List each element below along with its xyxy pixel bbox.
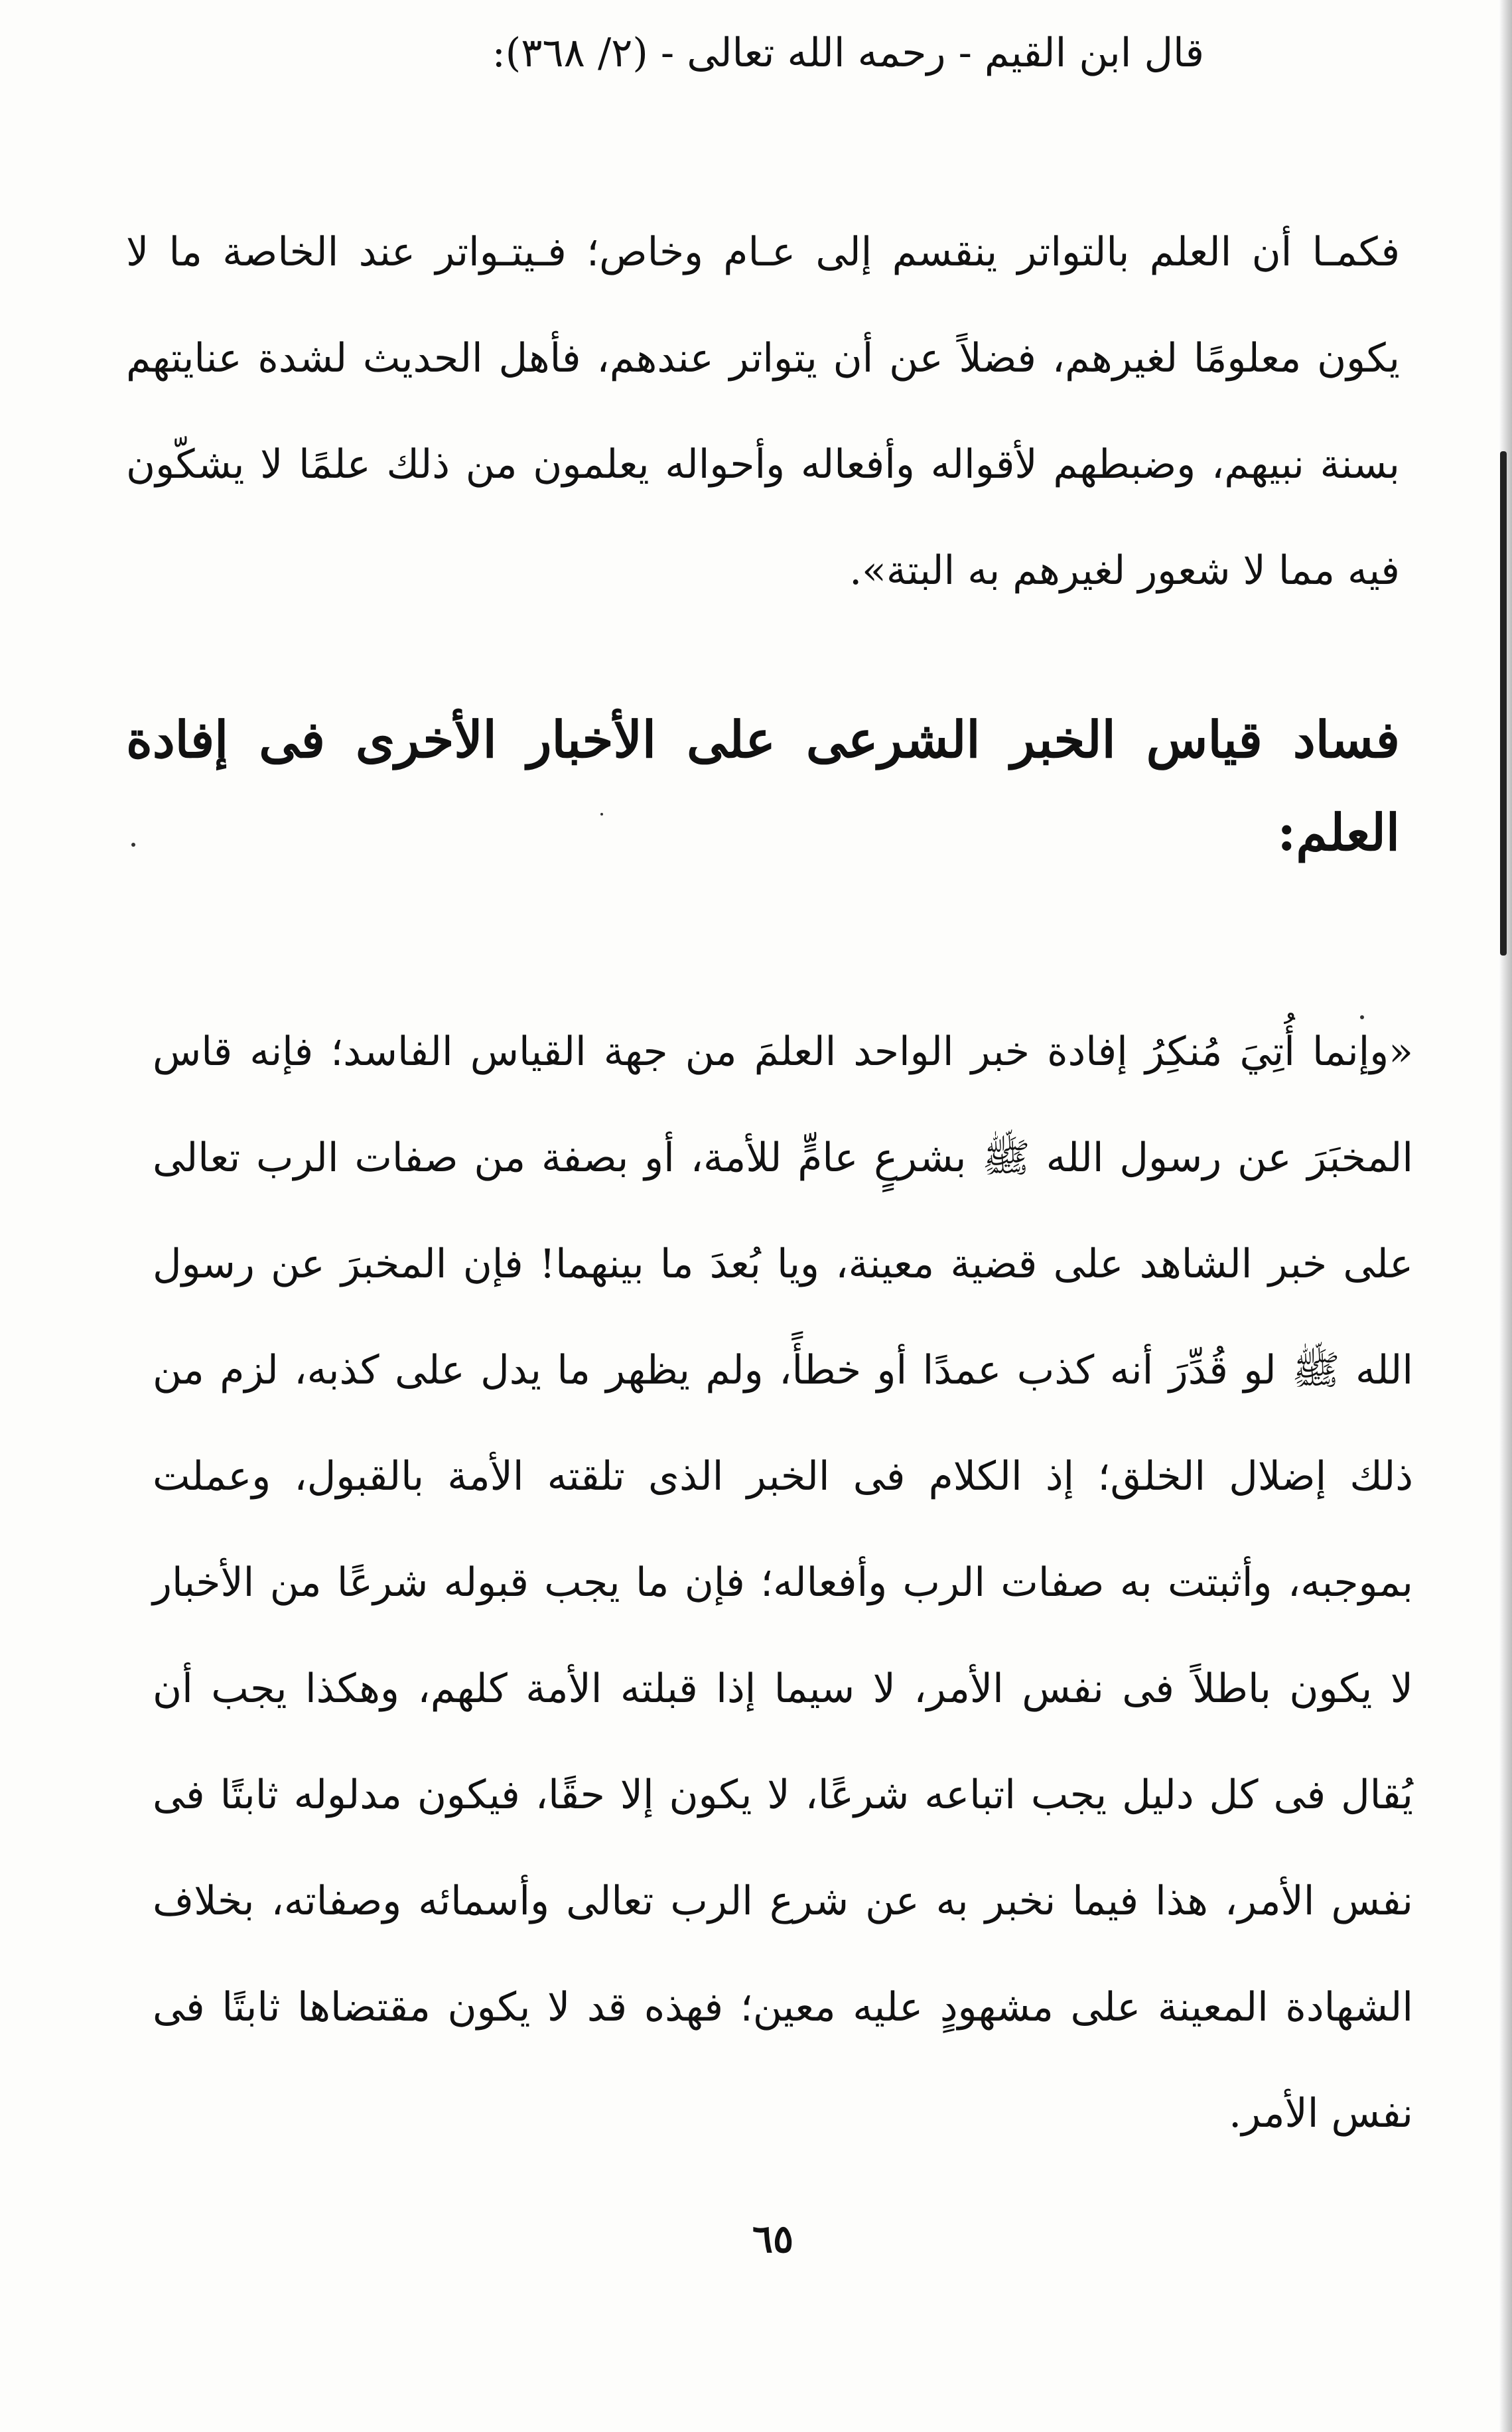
binding-shadow-mark — [1500, 451, 1507, 956]
section-heading: فساد قياس الخبر الشرعى على الأخبار الأخرى فى إفادة العلم: — [126, 710, 1400, 862]
citation-line: قال ابن القيم - رحمه الله تعالى - (٢/ ٣٦٨): — [492, 30, 1204, 76]
quoted-paragraph: «وإنما أُتِيَ مُنكِرُ إفادة خبر الواحد العلمَ من جهة القياس الفاسد؛ فإنه قاس المخبَرَ عن رسول الله ﷺ بشرعٍ عامٍّ للأمة، أو بصفة من صفات الرب تعالى على خبر الشاهد على قضية معينة، ويا بُعدَ ما بينهما! فإن المخبرَ عن رسول الله ﷺ لو قُدِّرَ أنه كذب عمدًا أو خطأً، ولم يظهر ما يدل على كذبه، لزم من ذلك إضلال الخلق؛ إذ الكلام فى الخبر الذى تلقته الأمة بالقبول، وعملت بموجبه، وأثبتت به صفات الرب وأفعاله؛ فإن ما يجب قبوله شرعًا من الأخبار لا يكون باطلاً فى نفس الأمر، لا سيما إذا قبلته الأمة كلهم، وهكذا يجب أن يُقال فى كل دليل يجب اتباعه شرعًا، لا يكون إلا حقًا، فيكون مدلوله ثابتًا فى نفس الأمر، هذا فيما نخبر به عن شرع الرب تعالى وأسمائه وصفاته، بخلاف الشهادة المعينة على مشهودٍ عليه معين؛ فهذه قد لا يكون مقتضاها ثابتًا فى نفس الأمر. — [153, 1029, 1414, 2137]
scan-speck — [600, 813, 603, 816]
scan-speck — [1360, 1015, 1364, 1019]
scan-speck — [131, 843, 135, 847]
opening-paragraph: فكمـا أن العلم بالتواتر ينقسم إلى عـام وخاص؛ فـيتـواتر عند الخاصة ما لا يكون معلومًا لغيرهم، فضلاً عن أن يتواتر عندهم، فأهل الحديث لشدة عنايتهم بسنة نبيهم، وضبطهم لأقواله وأفعاله وأحواله يعلمون من ذلك علمًا لا يشكّون فيه مما لا شعور لغيرهم به البتة». — [126, 229, 1400, 594]
binding-edge — [1499, 0, 1512, 2432]
page-number: ٦٥ — [752, 2216, 794, 2261]
